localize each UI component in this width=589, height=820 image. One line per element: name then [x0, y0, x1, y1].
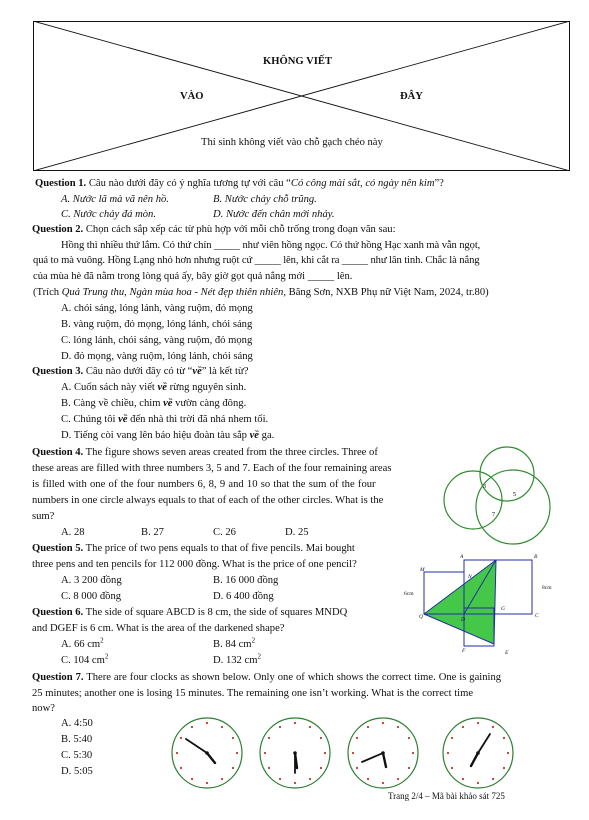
header-note: Thí sinh không viết vào chỗ gạch chéo này — [198, 135, 386, 150]
point-e: E — [505, 650, 509, 656]
clock-2-tick — [268, 767, 270, 769]
q3-option-d[interactable] — [61, 428, 274, 443]
clock-4-tick — [462, 778, 464, 780]
q7-label: Question 7. — [32, 672, 84, 683]
q2-option-d[interactable]: D. đỏ mọng, vàng ruộm, lóng lánh, chói sáng — [61, 351, 253, 362]
clock-1-tick — [176, 752, 178, 754]
clock-2 — [257, 715, 333, 791]
q3-option-c-text-2: đến nhà thì trời đã nhá nhem tối. — [127, 414, 269, 425]
q3-option-a[interactable] — [61, 380, 246, 395]
q5-option-b[interactable]: B. 16 000 đồng — [213, 575, 279, 586]
question-6 — [32, 605, 347, 620]
clock-1-tick — [221, 726, 223, 728]
clock-4-tick — [492, 726, 494, 728]
q4-label: Question 4. — [32, 447, 84, 458]
q1-option-a[interactable]: A. Nước lã mà vã nên hồ. — [61, 194, 169, 205]
q6-option-c-sup: 2 — [104, 652, 109, 661]
clock-1-tick — [191, 778, 193, 780]
clock-3-tick — [397, 726, 399, 728]
q3-option-b[interactable] — [61, 396, 246, 411]
clock-2-tick — [264, 752, 266, 754]
q7-line-1: There are four clocks as shown below. Only one of which shows the correct time. One is gaining — [83, 672, 502, 683]
clock-1-hub — [205, 751, 209, 755]
q5-option-d[interactable]: D. 6 400 đồng — [213, 591, 274, 602]
q4-option-b[interactable]: B. 27 — [141, 527, 164, 538]
q7-option-c[interactable]: C. 5:30 — [61, 750, 93, 761]
darkened-shape — [424, 560, 496, 644]
q5-line-1: The price of two pens equals to that of five pencils. Mai bought — [83, 543, 355, 554]
clock-4-minute-hand — [478, 734, 490, 753]
q2-option-a[interactable]: A. chói sáng, lóng lánh, vàng ruộm, đỏ mọng — [61, 303, 253, 314]
circle-top — [480, 447, 534, 501]
q3-option-d-word: về — [249, 430, 260, 441]
q5-option-c[interactable]: C. 8 000 đồng — [61, 591, 122, 602]
q6-option-a-text: A. 66 cm — [61, 639, 101, 650]
point-q: Q — [419, 614, 423, 620]
q6-option-d[interactable] — [213, 653, 261, 668]
clock-3-tick — [367, 726, 369, 728]
clock-4-hour-hand — [471, 753, 478, 766]
q1-option-c[interactable]: C. Nước chảy đá mòn. — [61, 209, 156, 220]
q3-option-b-word: về — [163, 398, 173, 409]
q3-option-a-word: về — [157, 382, 167, 393]
point-d: D — [461, 617, 465, 623]
clock-4-hub — [476, 751, 480, 755]
circle-right — [476, 470, 550, 544]
clock-3-tick — [382, 722, 384, 724]
clock-1-tick — [206, 782, 208, 784]
q4-line-3: is filled with one of the four numbers 6, 8, 9 and 10 so that the sum of the four — [32, 479, 376, 490]
clock-1-tick — [206, 722, 208, 724]
clock-3-hub — [381, 751, 385, 755]
q2-source-b: , Băng Sơn, NXB Phụ nữ Việt Nam, 2024, tr.80) — [283, 287, 489, 298]
no-write-box — [33, 21, 570, 171]
q6-option-c-text: C. 104 cm — [61, 655, 105, 666]
point-a: A — [460, 554, 464, 560]
clock-1-tick — [232, 737, 234, 739]
q3-option-a-text-2: rừng nguyên sinh. — [166, 382, 247, 393]
header-title: KHÔNG VIẾT — [261, 54, 334, 69]
q4-option-c[interactable]: C. 26 — [213, 527, 236, 538]
q2-option-b[interactable]: B. vàng ruộm, đỏ mọng, lóng lánh, chói sáng — [61, 319, 253, 330]
q2-text: Chọn cách sắp xếp các từ phù hợp với mỗi chỗ trống trong đoạn văn sau: — [83, 224, 396, 235]
clock-4-tick — [507, 752, 509, 754]
point-c: C — [535, 613, 539, 619]
question-1 — [35, 176, 444, 191]
q1-option-d[interactable]: D. Nước đến chân mới nhảy. — [213, 209, 335, 220]
q2-passage-line-3: của mùa hè đã nằm trong lòng quả ấy, bây giờ gọt quả nắng mới _____ lên. — [33, 271, 353, 282]
clock-2-tick — [320, 737, 322, 739]
clock-2-tick — [309, 778, 311, 780]
clock-1-tick — [180, 767, 182, 769]
q3-option-c[interactable] — [61, 412, 268, 427]
clock-2-tick — [309, 726, 311, 728]
point-g: G — [501, 606, 505, 612]
q4-line-5: sum? — [32, 511, 55, 522]
header-left: VÀO — [180, 91, 204, 102]
q7-line-2: 25 minutes; another one is losing 15 minutes. The remaining one isn’t working. What is the correct time — [32, 688, 474, 699]
q6-option-b-text: B. 84 cm — [213, 639, 252, 650]
q4-line-1: The figure shows seven areas created from the three circles. Three of — [83, 447, 378, 458]
clock-3-tick — [397, 778, 399, 780]
q4-line-2: these areas are filled with three numbers 3, 5 and 7. Each of the four remaining areas — [32, 463, 392, 474]
q3-option-d-text-2: ga. — [259, 430, 275, 441]
clock-4-tick — [451, 767, 453, 769]
clock-2-hub — [293, 751, 297, 755]
clock-4-tick — [447, 752, 449, 754]
q2-label: Question 2. — [32, 224, 84, 235]
q6-option-b[interactable] — [213, 637, 255, 652]
clock-1 — [169, 715, 245, 791]
clock-3-tick — [356, 767, 358, 769]
q5-label: Question 5. — [32, 543, 84, 554]
clock-3-tick — [412, 752, 414, 754]
figure-number-5: 5 — [513, 492, 516, 498]
clock-1-tick — [232, 767, 234, 769]
q5-option-a[interactable]: A. 3 200 đồng — [61, 575, 122, 586]
q3-text-a: Câu nào dưới đây có từ “ — [83, 366, 193, 377]
label-8cm: 8cm — [542, 585, 552, 591]
clock-1-minute-hand — [186, 739, 207, 753]
q6-option-c[interactable] — [61, 653, 108, 668]
q3-option-c-word: về — [118, 414, 128, 425]
q3-option-c-text-1: C. Chúng tôi — [61, 414, 119, 425]
q6-option-b-sup: 2 — [251, 636, 256, 645]
clock-2-tick — [268, 737, 270, 739]
clock-3-tick — [382, 782, 384, 784]
q6-line-1: The side of square ABCD is 8 cm, the side of squares MNDQ — [83, 607, 348, 618]
q3-word: về — [192, 366, 202, 377]
q6-option-d-sup: 2 — [257, 652, 261, 661]
label-6cm: 6cm — [404, 591, 414, 597]
q2-source — [33, 285, 489, 300]
q3-option-d-text-1: D. Tiếng còi vang lên báo hiệu đoàn tàu sắp — [61, 430, 250, 441]
q2-source-a: (Trích — [33, 287, 62, 298]
q3-option-a-text-1: A. Cuốn sách này viết — [61, 382, 158, 393]
clock-2-tick — [320, 767, 322, 769]
clock-3-tick — [367, 778, 369, 780]
clock-4-tick — [477, 722, 479, 724]
q1-label: Question 1. — [35, 178, 87, 189]
clock-3-tick — [408, 737, 410, 739]
q6-option-a-sup: 2 — [100, 636, 104, 645]
clock-3-hour-hand — [383, 753, 386, 767]
clock-1-hour-hand — [207, 753, 215, 763]
q2-passage-line-2: quả to mà vuông. Hồng Lạng nhỏ hơn nhưng ruột cứ _____ lên, khi cắt ra _____ như lân tinh. Chắc là nắng — [33, 255, 480, 266]
q6-label: Question 6. — [32, 607, 84, 618]
clock-4-tick — [503, 737, 505, 739]
q2-source-title: Quả Trung thu, Ngàn mùa hoa - Nét đẹp thiên nhiên — [61, 287, 284, 298]
q2-option-c[interactable]: C. lóng lánh, chói sáng, vàng ruộm, đỏ mọng — [61, 335, 253, 346]
clock-2-tick — [279, 778, 281, 780]
q5-line-2: three pens and ten pencils for 112 000 đồng. What is the price of one pencil? — [32, 559, 357, 570]
point-f: F — [462, 648, 466, 654]
figure-number-3: 3 — [483, 484, 486, 490]
q4-option-a[interactable]: A. 28 — [61, 527, 85, 538]
three-circles-figure — [436, 445, 560, 549]
clock-4-tick — [477, 782, 479, 784]
clock-4-tick — [492, 778, 494, 780]
clock-4 — [440, 715, 516, 791]
question-7 — [32, 670, 501, 685]
q7-line-3: now? — [32, 703, 55, 714]
q3-option-b-text-2: vườn càng đông. — [172, 398, 247, 409]
point-n: N — [468, 574, 472, 580]
clock-3-tick — [352, 752, 354, 754]
clock-4-tick — [503, 767, 505, 769]
q1-text-b: ”? — [434, 178, 444, 189]
clock-1-tick — [191, 726, 193, 728]
q2-passage-line-1: Hồng thì nhiều thứ lắm. Có thứ chín _____ như viên hồng ngọc. Có thứ hồng Hạc xanh mà vẫn ngọt, — [61, 240, 481, 251]
q6-option-a[interactable] — [61, 637, 104, 652]
q3-text-b: ” là kết từ? — [201, 366, 249, 377]
question-3 — [32, 364, 248, 379]
clock-4-tick — [451, 737, 453, 739]
header-right: ĐÂY — [400, 91, 423, 102]
point-m: M — [420, 567, 425, 573]
clock-2-tick — [294, 782, 296, 784]
clock-3 — [345, 715, 421, 791]
clock-4-tick — [462, 726, 464, 728]
q4-option-d[interactable]: D. 25 — [285, 527, 309, 538]
clock-1-tick — [236, 752, 238, 754]
circle-left — [444, 471, 502, 529]
q7-option-b[interactable]: B. 5:40 — [61, 734, 93, 745]
q7-option-d[interactable]: D. 5:05 — [61, 766, 93, 777]
clock-3-tick — [356, 737, 358, 739]
question-5 — [32, 541, 355, 556]
page-footer: Trang 2/4 – Mã bài khảo sát 725 — [388, 791, 505, 801]
clock-1-tick — [180, 737, 182, 739]
q4-line-4: numbers in one circle always equals to that of each of the other circles. What is the — [32, 495, 384, 506]
q3-label: Question 3. — [32, 366, 84, 377]
clock-2-tick — [294, 722, 296, 724]
figure-number-7: 7 — [492, 512, 495, 518]
clock-3-tick — [408, 767, 410, 769]
q3-option-b-text-1: B. Càng về chiều, chim — [61, 398, 164, 409]
q7-option-a[interactable]: A. 4:50 — [61, 718, 93, 729]
q1-quote: Có công mài sắt, có ngày nên kim — [290, 178, 435, 189]
question-2 — [32, 222, 396, 237]
point-b: B — [534, 554, 538, 560]
q6-option-d-text: D. 132 cm — [213, 655, 258, 666]
clock-2-tick — [324, 752, 326, 754]
q1-text-a: Câu nào dưới đây có ý nghĩa tương tự với câu “ — [86, 178, 291, 189]
q6-line-2: and DGEF is 6 cm. What is the area of the darkened shape? — [32, 623, 285, 634]
squares-figure — [390, 550, 570, 660]
clock-2-tick — [279, 726, 281, 728]
clock-3-minute-hand — [362, 753, 383, 762]
q1-option-b[interactable]: B. Nước chảy chỗ trũng. — [213, 194, 317, 205]
question-4 — [32, 445, 378, 460]
clock-1-tick — [221, 778, 223, 780]
